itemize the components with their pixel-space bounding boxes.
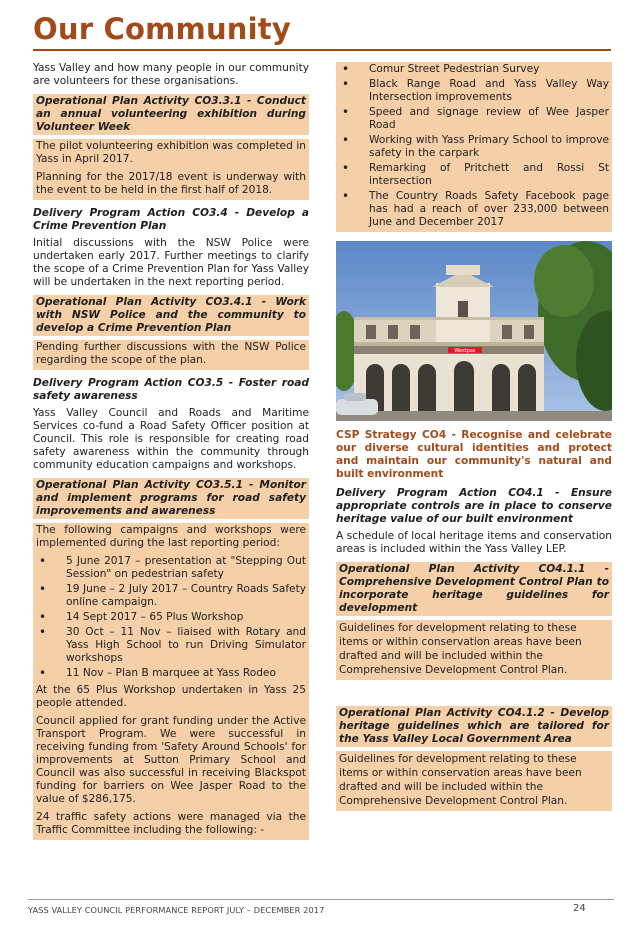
title-rule: [33, 49, 611, 51]
op-co351-paragraph-1: The following campaigns and workshops were implemented during the last reporting period:: [36, 524, 306, 549]
op-co411-heading: Operational Plan Activity CO4.1.1 - Comprehensive Development Control Plan to incorporate heritage guidelines for development: [336, 562, 612, 616]
spacer: [336, 680, 612, 706]
op-co412-body: [336, 751, 612, 811]
dp-co35-paragraph: Yass Valley Council and Roads and Maritime Services co-fund a Road Safety Officer position at Council. This role is responsible for creating road safety awareness within the community through community education campaigns and workshops.: [33, 407, 309, 471]
op-co411-body: [336, 620, 612, 680]
op-co351-body: [33, 523, 309, 840]
traffic-actions-box: [336, 62, 612, 232]
op-co331-heading: Operational Plan Activity CO3.3.1 - Conduct an annual volunteering exhibition during Volunteer Week: [33, 94, 309, 135]
westpac-sign: Westpac: [454, 348, 476, 354]
traffic-actions-list: [339, 63, 609, 229]
op-co351-paragraph-3: Council applied for grant funding under the Active Transport Program. We were successful in receiving funding from 'Safety Around Schools' for improvements at Sutton Primary School and Council was also successful in receiving Blackspot funding for barriers on Wee Jasper Road to the value of $286,175.: [36, 715, 306, 805]
csp-co4-heading: CSP Strategy CO4 - Recognise and celebrate our diverse cultural identities and protect and maintain our community's natural and built environment: [336, 429, 612, 480]
list-item: • Black Range Road and Yass Valley Way Intersection improvements: [339, 78, 609, 104]
list-item: • 5 June 2017 – presentation at "Stepping Out Session" on pedestrian safety: [36, 555, 306, 581]
footer-text: YASS VALLEY COUNCIL PERFORMANCE REPORT JULY – DECEMBER 2017: [28, 905, 325, 915]
dp-co41-paragraph: A schedule of local heritage items and conservation areas is included within the Yass Valley LEP.: [336, 530, 612, 555]
op-co412-paragraph: Guidelines for development relating to these items or within conservation areas have been drafted and will be included within the Comprehensive Development Control Plan.: [339, 753, 582, 807]
op-co412-heading: Operational Plan Activity CO4.1.2 - Develop heritage guidelines which are tailored for the Yass Valley Local Government Area: [336, 706, 612, 747]
right-column: [336, 62, 612, 811]
list-item: • Remarking of Pritchett and Rossi St intersection: [339, 162, 609, 188]
op-co351-list: [36, 555, 306, 680]
heritage-building-photo: [336, 241, 612, 421]
op-co411-paragraph: Guidelines for development relating to these items or within conservation areas have been drafted and will be included within the Comprehensive Development Control Plan.: [339, 622, 582, 676]
list-item: • Speed and signage review of Wee Jasper Road: [339, 106, 609, 132]
op-co331-paragraph-2: Planning for the 2017/18 event is underway with the event to be held in the first half of 2018.: [36, 171, 306, 196]
intro-paragraph: Yass Valley and how many people in our community are volunteers for these organisations.: [33, 62, 309, 87]
list-item: • 14 Sept 2017 – 65 Plus Workshop: [36, 611, 306, 624]
dp-co41-heading: Delivery Program Action CO4.1 - Ensure appropriate controls are in place to conserve heritage value of our built environment: [336, 487, 612, 525]
op-co331-paragraph-1: The pilot volunteering exhibition was completed in Yass in April 2017.: [36, 140, 306, 165]
list-item: • 30 Oct – 11 Nov – liaised with Rotary and Yass High School to run Driving Simulator workshops: [36, 626, 306, 665]
list-item: • Working with Yass Primary School to improve safety in the carpark: [339, 134, 609, 160]
op-co341-body: [33, 340, 309, 370]
dp-co34-paragraph: Initial discussions with the NSW Police were undertaken early 2017. Further meetings to clarify the scope of a Crime Prevention Plan for Yass Valley will be undertaken in the next reporting period.: [33, 237, 309, 288]
list-item: • The Country Roads Safety Facebook page has had a reach of over 233,000 between June and December 2017: [339, 190, 609, 229]
list-item: • Comur Street Pedestrian Survey: [339, 63, 609, 76]
op-co331-body: [33, 139, 309, 200]
op-co341-paragraph: Pending further discussions with the NSW Police regarding the scope of the plan.: [36, 341, 306, 366]
op-co351-paragraph-4: 24 traffic safety actions were managed via the Traffic Committee including the following: -: [36, 811, 306, 836]
op-co351-paragraph-2: At the 65 Plus Workshop undertaken in Yass 25 people attended.: [36, 684, 306, 709]
list-item: • 19 June – 2 July 2017 – Country Roads Safety online campaign.: [36, 583, 306, 609]
op-co351-heading: Operational Plan Activity CO3.5.1 - Monitor and implement programs for road safety improvements and awareness: [33, 478, 309, 519]
left-column: [33, 62, 309, 840]
list-item: • 11 Nov – Plan B marquee at Yass Rodeo: [36, 667, 306, 680]
footer-rule: [28, 899, 614, 900]
page-title: Our Community: [33, 12, 291, 46]
op-co341-heading: Operational Plan Activity CO3.4.1 - Work with NSW Police and the community to develop a Crime Prevention Plan: [33, 295, 309, 336]
dp-co35-heading: Delivery Program Action CO3.5 - Foster road safety awareness: [33, 377, 309, 402]
dp-co34-heading: Delivery Program Action CO3.4 - Develop a Crime Prevention Plan: [33, 207, 309, 232]
page-number: 24: [573, 903, 586, 914]
